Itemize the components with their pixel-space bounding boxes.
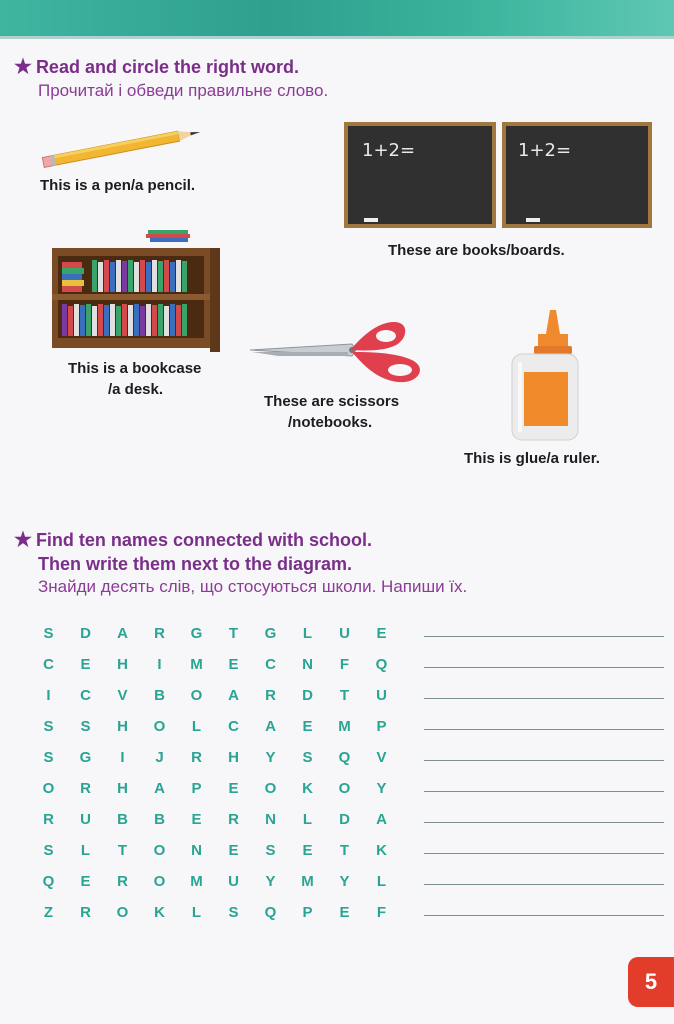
bookcase-image [50,228,222,352]
grid-letter[interactable]: Q [338,749,351,766]
grid-row [30,897,400,928]
grid-letter[interactable]: S [43,718,54,735]
grid-letter[interactable]: L [302,811,313,828]
grid-letter[interactable]: O [116,904,129,921]
grid-letter[interactable]: Q [375,656,388,673]
grid-letter[interactable]: O [42,780,55,797]
grid-row [30,649,400,680]
grid-letter[interactable]: N [265,811,276,828]
grid-row [30,835,400,866]
task2-title-line1: Find ten names connected with school. [35,530,372,550]
grid-letter[interactable]: M [301,873,314,890]
grid-letter[interactable]: I [120,749,125,766]
grid-letter[interactable]: F [376,904,387,921]
caption-bookcase-1: This is a bookcase [68,360,202,377]
pencil-image [38,128,208,168]
grid-row [30,866,400,897]
grid-letter[interactable]: M [190,656,203,673]
task1-title: Read and circle the right word. [35,57,299,77]
grid-letter[interactable]: B [154,687,165,704]
grid-letter[interactable]: A [228,687,239,704]
grid-letter[interactable]: J [155,749,164,766]
grid-letter[interactable]: O [153,842,166,859]
grid-letter[interactable]: U [339,625,350,642]
grid-letter[interactable]: H [117,656,128,673]
grid-letter[interactable]: U [80,811,91,828]
grid-letter[interactable]: T [339,687,350,704]
grid-letter[interactable]: S [80,718,91,735]
star-icon: ★ [14,56,32,78]
chalkboard-image [502,122,652,228]
grid-letter[interactable]: E [376,625,387,642]
grid-letter[interactable]: G [79,749,92,766]
grid-letter[interactable]: S [228,904,239,921]
grid-letter[interactable]: A [376,811,387,828]
grid-letter[interactable]: Q [42,873,55,890]
grid-letter[interactable]: B [154,811,165,828]
grid-letter[interactable]: F [339,656,350,673]
grid-letter[interactable]: R [80,904,91,921]
answer-line[interactable] [424,636,664,637]
task1-heading [14,56,299,78]
grid-letter[interactable]: C [43,656,54,673]
grid-letter[interactable]: E [80,656,91,673]
grid-letter[interactable]: C [228,718,239,735]
grid-letter[interactable]: G [264,625,277,642]
books-row-1 [62,260,187,292]
grid-letter[interactable]: L [191,904,202,921]
grid-letter[interactable]: R [80,780,91,797]
grid-letter[interactable]: D [80,625,91,642]
books-on-top [146,230,190,242]
grid-letter[interactable]: H [117,780,128,797]
grid-letter[interactable]: H [117,718,128,735]
grid-letter[interactable]: C [80,687,91,704]
grid-letter[interactable]: E [302,842,313,859]
books-row-2 [62,304,187,336]
grid-letter[interactable]: O [264,780,277,797]
grid-letter[interactable]: V [117,687,128,704]
grid-letter[interactable]: S [43,749,54,766]
glue-bottle-image [506,306,582,442]
caption-pencil: This is a pen/a pencil. [40,177,196,194]
grid-letter[interactable]: O [190,687,203,704]
grid-letter[interactable]: L [191,718,202,735]
grid-letter[interactable]: R [43,811,54,828]
grid-letter[interactable]: D [339,811,350,828]
grid-letter[interactable]: P [302,904,313,921]
grid-letter[interactable]: H [228,749,239,766]
grid-letter[interactable]: K [154,904,165,921]
page-number: 5 [628,957,674,1007]
grid-letter[interactable]: S [43,842,54,859]
task1-subtitle: Прочитай і обведи правильне слово. [38,81,329,100]
grid-letter[interactable]: R [265,687,276,704]
board-text: 1+2= [362,140,416,161]
grid-row [30,680,400,711]
answer-line[interactable] [424,760,664,761]
grid-letter[interactable]: V [376,749,387,766]
grid-letter[interactable]: N [302,656,313,673]
chalkboard-image [344,122,496,228]
grid-letter[interactable]: S [302,749,313,766]
grid-letter[interactable]: L [302,625,313,642]
grid-letter[interactable]: K [302,780,313,797]
grid-letter[interactable]: T [228,625,239,642]
grid-letter[interactable]: N [191,842,202,859]
grid-letter[interactable]: A [117,625,128,642]
grid-letter[interactable]: O [153,718,166,735]
grid-letter[interactable]: R [191,749,202,766]
grid-letter[interactable]: E [80,873,91,890]
scissors-image [248,318,428,386]
grid-letter[interactable]: B [117,811,128,828]
caption-bookcase-2: /a desk. [108,381,164,398]
grid-letter[interactable]: I [46,687,51,704]
answer-line[interactable] [424,791,664,792]
grid-letter[interactable]: Q [264,904,277,921]
grid-letter[interactable]: G [190,625,203,642]
grid-letter[interactable]: M [338,718,351,735]
caption-boards: These are books/boards. [388,242,565,259]
grid-letter[interactable]: C [265,656,276,673]
grid-letter[interactable]: E [228,656,239,673]
answer-line[interactable] [424,822,664,823]
grid-letter[interactable]: S [43,625,54,642]
grid-letter[interactable]: T [117,842,128,859]
star-icon: ★ [14,529,32,551]
grid-letter[interactable]: E [228,842,239,859]
caption-scissors-2: /notebooks. [288,414,373,431]
grid-row [30,742,400,773]
grid-row [30,773,400,804]
grid-letter[interactable]: I [157,656,162,673]
grid-letter[interactable]: Y [265,749,276,766]
task2-heading [14,529,372,551]
grid-letter[interactable]: U [376,687,387,704]
grid-letter[interactable]: D [302,687,313,704]
answer-line[interactable] [424,667,664,668]
grid-letter[interactable]: L [80,842,91,859]
answer-line[interactable] [424,915,664,916]
answer-line[interactable] [424,698,664,699]
grid-letter[interactable]: E [228,780,239,797]
grid-letter[interactable]: E [302,718,313,735]
answer-line[interactable] [424,729,664,730]
grid-row [30,618,400,649]
task2-title-line2: Then write them next to the diagram. [38,554,353,574]
grid-letter[interactable]: Y [339,873,350,890]
grid-letter[interactable]: O [153,873,166,890]
grid-letter[interactable]: R [228,811,239,828]
grid-letter[interactable]: Z [43,904,54,921]
grid-letter[interactable]: A [154,780,165,797]
board-text: 1+2= [518,140,572,161]
grid-letter[interactable]: L [376,873,387,890]
grid-row [30,711,400,742]
grid-letter[interactable]: M [190,873,203,890]
grid-letter[interactable]: U [228,873,239,890]
caption-glue: This is glue/a ruler. [464,450,600,467]
grid-letter[interactable]: Y [376,780,387,797]
header-band [0,0,674,36]
word-search-grid [30,618,400,928]
grid-letter[interactable]: E [191,811,202,828]
grid-letter[interactable]: Y [265,873,276,890]
grid-letter[interactable]: O [338,780,351,797]
grid-letter[interactable]: S [265,842,276,859]
answer-line[interactable] [424,884,664,885]
grid-letter[interactable]: P [191,780,202,797]
task2-subtitle: Знайди десять слів, що стосуються школи. Напиши їх. [38,577,468,596]
grid-letter[interactable]: T [339,842,350,859]
answer-line[interactable] [424,853,664,854]
grid-letter[interactable]: K [376,842,387,859]
grid-letter[interactable]: R [154,625,165,642]
caption-scissors-1: These are scissors [264,393,400,410]
grid-row [30,804,400,835]
grid-letter[interactable]: A [265,718,276,735]
grid-letter[interactable]: R [117,873,128,890]
grid-letter[interactable]: P [376,718,387,735]
grid-letter[interactable]: E [339,904,350,921]
